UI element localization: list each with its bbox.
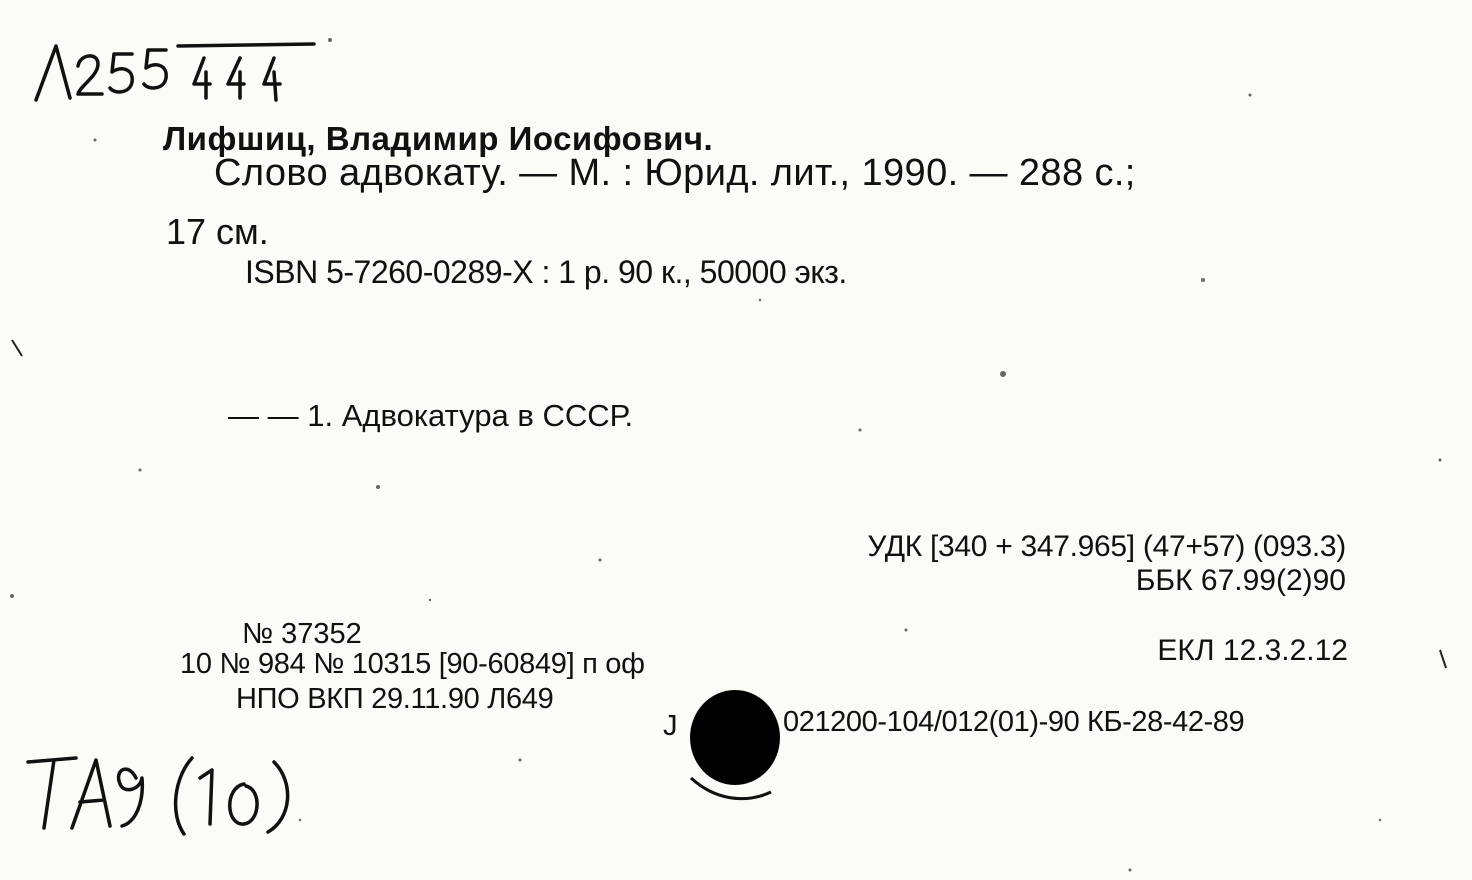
printer-line: НПО ВКП 29.11.90 Л649 bbox=[236, 683, 554, 715]
order-line: 10 № 984 № 10315 [90-60849] п оф bbox=[180, 648, 645, 680]
subject-heading: — — 1. Адвокатура в СССР. bbox=[228, 398, 634, 433]
title-line: Слово адвокату. — М. : Юрид. лит., 1990. — 288 с.; bbox=[214, 152, 1136, 194]
handwritten-note bbox=[24, 748, 299, 838]
isbn-line: ISBN 5-7260-0289-X : 1 р. 90 к., 50000 экз. bbox=[245, 254, 847, 290]
publication-code: 021200-104/012(01)-90 КБ-28-42-89 bbox=[783, 706, 1245, 738]
size-line: 17 см. bbox=[166, 211, 269, 252]
udk-classification: УДК [340 + 347.965] (47+57) (093.3) bbox=[867, 530, 1346, 563]
bbk-classification: ББК 67.99(2)90 bbox=[1135, 564, 1346, 597]
author-heading: Лифшиц, Владимир Иосифович. bbox=[163, 120, 714, 157]
record-number: № 37352 bbox=[242, 618, 362, 650]
handwritten-shelf-mark bbox=[28, 38, 303, 108]
ekl-classification: ЕКЛ 12.3.2.12 bbox=[1157, 634, 1348, 667]
hole-tear-mark bbox=[685, 770, 785, 810]
code-prefix: J bbox=[663, 710, 678, 742]
